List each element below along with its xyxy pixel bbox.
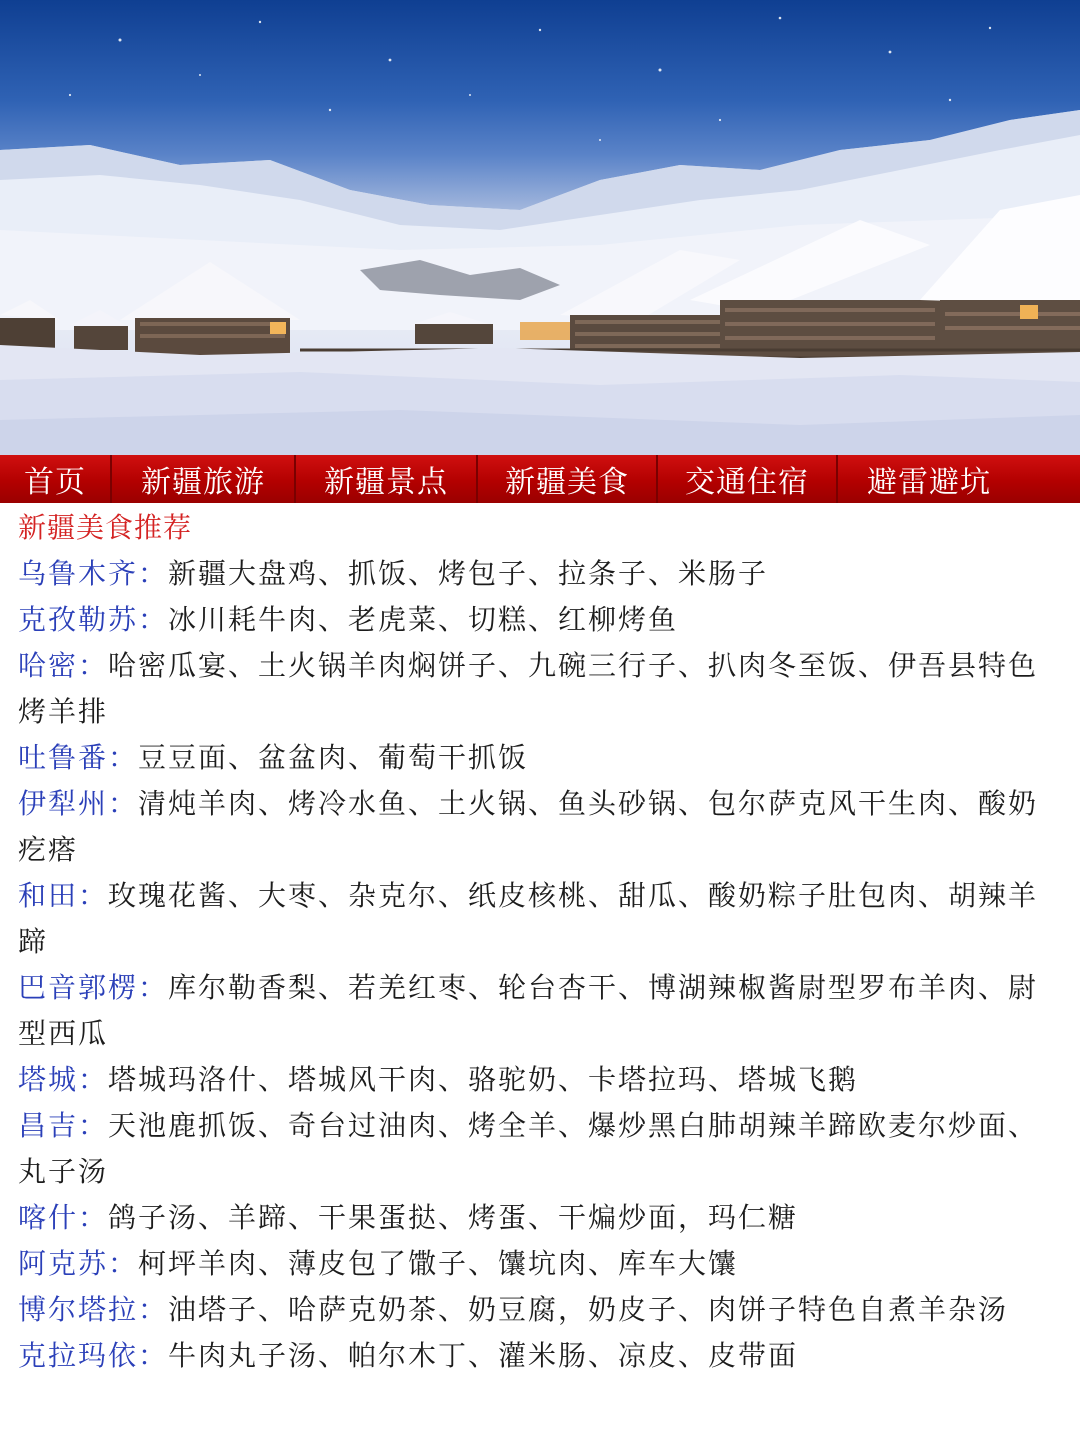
snow-village-illustration: [0, 0, 1080, 455]
city-name: 伊犁州：: [18, 787, 139, 820]
food-list: 鸽子汤、羊蹄、干果蛋挞、烤蛋、干煸炒面，玛仁糖: [108, 1201, 799, 1234]
city-name: 乌鲁木齐：: [18, 557, 169, 590]
food-list: 天池鹿抓饭、奇台过油肉、烤全羊、爆炒黑白肺胡辣羊蹄欧麦尔炒面、丸子汤: [18, 1109, 1039, 1188]
list-item: [18, 1195, 1048, 1241]
nav-xinjiang-travel[interactable]: 新疆旅游: [112, 455, 296, 503]
top-nav-bar: [0, 455, 1080, 503]
stars: [69, 17, 991, 141]
list-item: [18, 551, 1048, 597]
city-name: 克拉玛依：: [18, 1339, 169, 1372]
food-list: 油塔子、哈萨克奶茶、奶豆腐，奶皮子、肉饼子特色自煮羊杂汤: [168, 1293, 1009, 1326]
city-name: 吐鲁番：: [18, 741, 139, 774]
list-item: [18, 781, 1048, 873]
food-list: 哈密瓜宴、土火锅羊肉焖饼子、九碗三行子、扒肉冬至饭、伊吾县特色烤羊排: [18, 649, 1039, 728]
food-list: 新疆大盘鸡、抓饭、烤包子、拉条子、米肠子: [168, 557, 769, 590]
list-item: [18, 873, 1048, 965]
city-name: 克孜勒苏：: [18, 603, 169, 636]
food-list: 清炖羊肉、烤冷水鱼、土火锅、鱼头砂锅、包尔萨克风干生肉、酸奶疙瘩: [18, 787, 1039, 866]
list-item: [18, 1241, 1048, 1287]
food-list: 豆豆面、盆盆肉、葡萄干抓饭: [138, 741, 529, 774]
city-name: 博尔塔拉：: [18, 1293, 169, 1326]
list-item: [18, 735, 1048, 781]
city-name: 喀什：: [18, 1201, 109, 1234]
city-name: 哈密：: [18, 649, 109, 682]
food-list: 牛肉丸子汤、帕尔木丁、灌米肠、凉皮、皮带面: [168, 1339, 799, 1372]
list-item: [18, 1103, 1048, 1195]
list-item: [18, 1057, 1048, 1103]
city-name: 塔城：: [18, 1063, 109, 1096]
city-name: 昌吉：: [18, 1109, 109, 1142]
nav-xinjiang-attractions[interactable]: 新疆景点: [296, 455, 478, 503]
food-list: 冰川耗牛肉、老虎菜、切糕、红柳烤鱼: [168, 603, 679, 636]
list-item: [18, 1333, 1048, 1379]
city-name: 和田：: [18, 879, 109, 912]
food-recommendation-section: [18, 505, 1048, 1379]
nav-xinjiang-food[interactable]: 新疆美食: [478, 455, 658, 503]
section-title: 新疆美食推荐: [18, 511, 193, 544]
city-name: 阿克苏：: [18, 1247, 139, 1280]
food-list: 塔城玛洛什、塔城风干肉、骆驼奶、卡塔拉玛、塔城飞鹅: [108, 1063, 859, 1096]
nav-pitfalls[interactable]: 避雷避坑: [867, 465, 991, 500]
list-item: [18, 643, 1048, 735]
food-list: 库尔勒香梨、若羌红枣、轮台杏干、博湖辣椒酱尉型罗布羊肉、尉型西瓜: [18, 971, 1039, 1050]
nav-home[interactable]: 首页: [0, 455, 112, 503]
food-list: 柯坪羊肉、薄皮包了馓子、馕坑肉、库车大馕: [138, 1247, 739, 1280]
list-item: [18, 597, 1048, 643]
city-name: 巴音郭楞：: [18, 971, 169, 1004]
list-item: [18, 965, 1048, 1057]
hero-image: [0, 0, 1080, 455]
list-item: [18, 1287, 1048, 1333]
food-list: 玫瑰花酱、大枣、杂克尔、纸皮核桃、甜瓜、酸奶粽子肚包肉、胡辣羊蹄: [18, 879, 1039, 958]
nav-transport-lodging[interactable]: 交通住宿: [658, 455, 838, 503]
